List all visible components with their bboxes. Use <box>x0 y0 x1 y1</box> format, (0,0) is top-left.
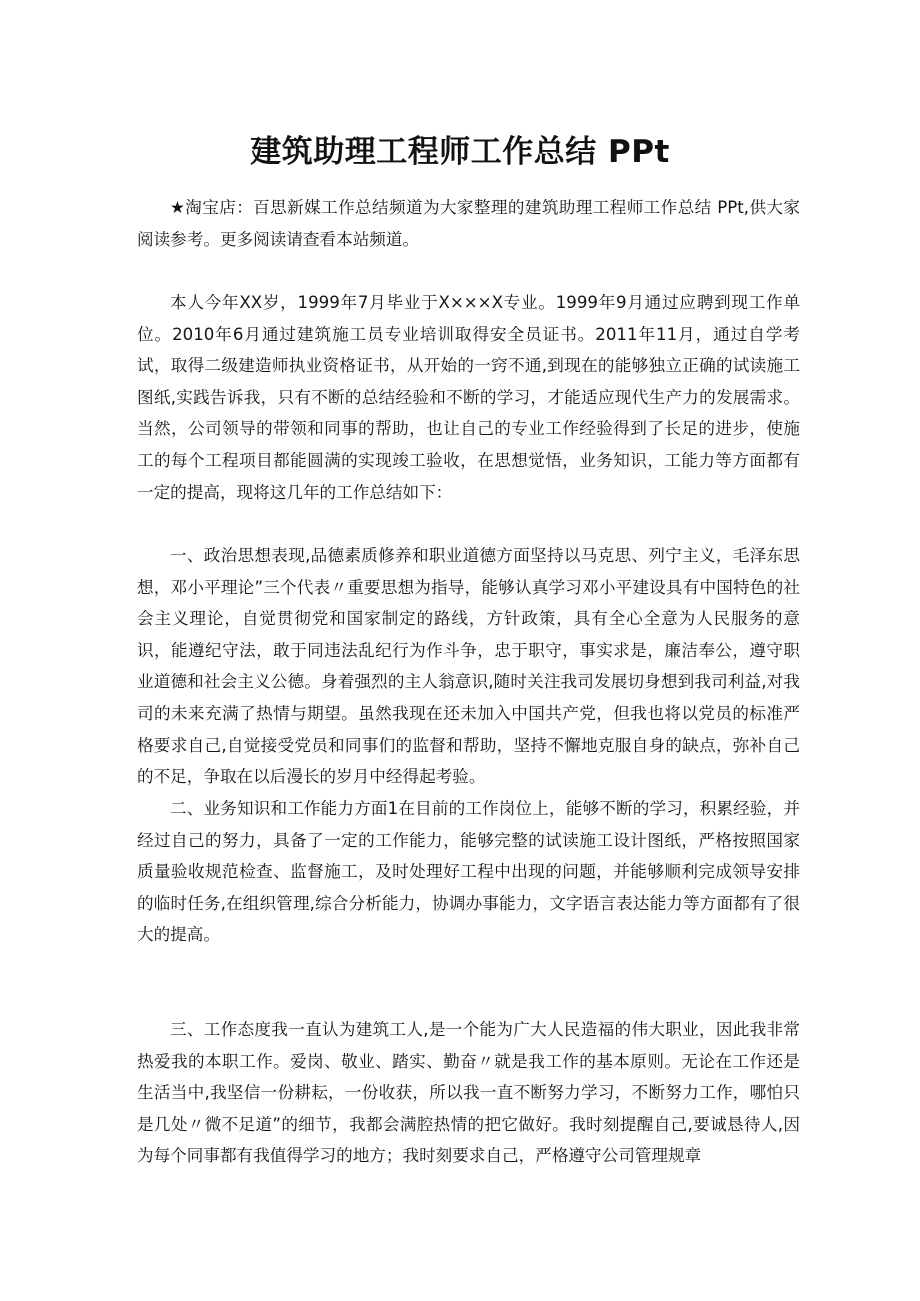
background-paragraph: 本人今年XX岁，1999年7月毕业于X×××X专业。1999年9月通过应聘到现工作单位。2010年6月通过建筑施工员专业培训取得安全员证书。2011年11月，通过自学考试，取得二级建造师执业资格证书，从开始的一窍不通,到现在的能够独立正确的试读施工图纸,实践告诉我，只有不断的总结经验和不断的学习，才能适应现代生产力的发展需求。当然，公司领导的带领和同事的帮助，也让自己的专业工作经验得到了长足的进步，使施工的每个工程项目都能圆满的实现竣工验收，在思想觉悟，业务知识，工能力等方面都有一定的提高，现将这几年的工作总结如下： <box>137 293 800 502</box>
intro-paragraph: ★淘宝店：百思新媒工作总结频道为大家整理的建筑助理工程师工作总结 PPt,供大家阅读参考。更多阅读请查看本站频道。 <box>137 198 800 249</box>
professional-section-paragraph: 二、业务知识和工作能力方面1在目前的工作岗位上，能够不断的学习，积累经验，并经过自己的努力，具备了一定的工作能力，能够完整的试读施工设计图纸，严格按照国家质量验收规范检查、监督施工，及时处理好工程中出现的问题，并能够顺利完成领导安排的临时任务,在组织管理,综合分析能力，协调办事能力，文字语言表达能力等方面都有了很大的提高。 <box>137 799 800 945</box>
document-title: 建筑助理工程师工作总结 PPt <box>250 134 670 170</box>
political-section-paragraph: 一、政治思想表现,品德素质修养和职业道德方面坚持以马克思、列宁主义，毛泽东思想，邓小平理论”三个代表〃重要思想为指导，能够认真学习邓小平建设具有中国特色的社会主义理论，自觉贯彻党和国家制定的路线，方针政策，具有全心全意为人民服务的意识，能遵纪守法，敢于同违法乱纪行为作斗争，忠于职守，事实求是，廉洁奉公，遵守职业道德和社会主义公德。身着强烈的主人翁意识,随时关注我司发展切身想到我司利益,对我司的未来充满了热情与期望。虽然我现在还未加入中国共产党，但我也将以党员的标准严格要求自己,自觉接受党员和同事们的监督和帮助，坚持不懈地克服自身的缺点，弥补自己的不足，争取在以后漫长的岁月中经得起考验。 <box>137 546 800 787</box>
attitude-section-paragraph: 三、工作态度我一直认为建筑工人,是一个能为广大人民造福的伟大职业，因此我非常热爱我的本职工作。爱岗、敬业、踏实、勤奋〃就是我工作的基本原则。无论在工作还是生活当中,我坚信一份耕耘，一份收获，所以我一直不断努力学习，不断努力工作，哪怕只是几处〃微不足道”的细节，我都会满腔热情的把它做好。我时刻提醒自己,要诚恳待人,因为每个同事都有我值得学习的地方；我时刻要求自己，严格遵守公司管理规章 <box>137 1020 800 1166</box>
